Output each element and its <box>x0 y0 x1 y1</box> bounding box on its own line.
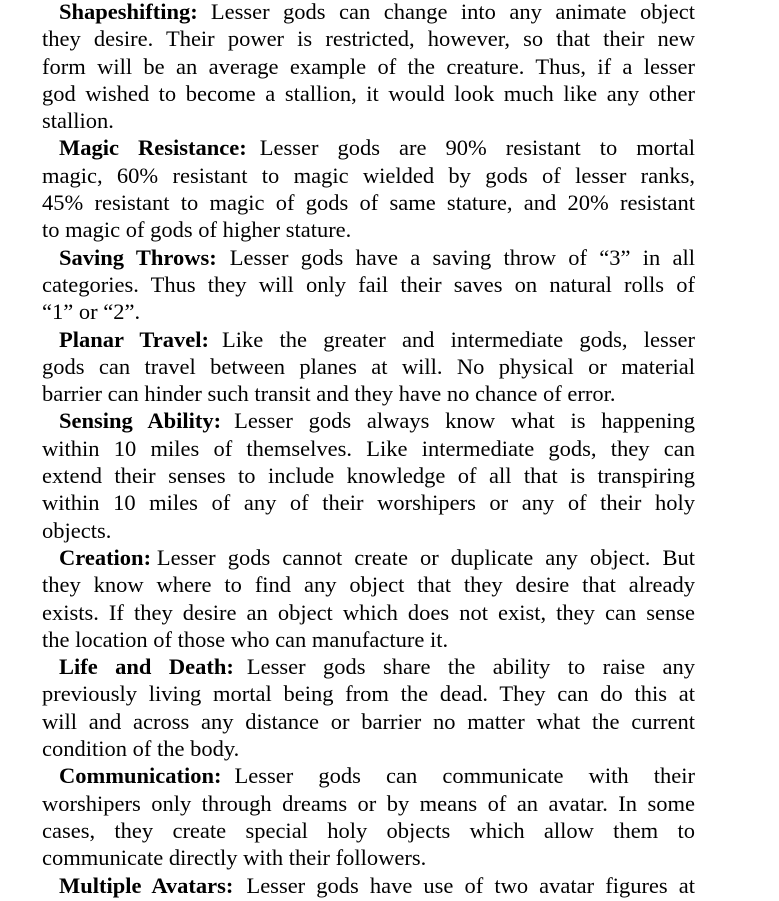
line-text: Lesser gods always know what is happening <box>234 408 695 434</box>
paragraph <box>42 762 695 871</box>
line-text: Lesser gods can change into any animate object <box>210 0 695 24</box>
text-line: condition of the body. <box>42 736 240 762</box>
text-line: god wished to become a stallion, it would look much like any other <box>42 80 695 106</box>
paragraph <box>42 544 695 653</box>
text-line <box>42 762 695 789</box>
text-line: magic, 60% resistant to magic wielded by gods of lesser ranks, <box>42 162 695 188</box>
text-line <box>42 544 695 571</box>
text-line: within 10 miles of themselves. Like intermediate gods, they can <box>42 435 695 461</box>
text-line: stallion. <box>42 108 114 134</box>
text-line: barrier can hinder such transit and they have no chance of error. <box>42 381 616 407</box>
text-line: they desire. Their power is restricted, however, so that their new <box>42 26 695 52</box>
paragraph <box>42 326 695 408</box>
run-in-heading: Life and Death: <box>59 654 234 680</box>
text-line: previously living mortal being from the dead. They can do this at <box>42 681 695 707</box>
text-line <box>42 407 695 434</box>
text-line: will and across any distance or barrier no matter what the current <box>42 708 695 734</box>
line-text: Lesser gods have use of two avatar figures at <box>246 872 696 898</box>
text-line: form will be an average example of the creature. Thus, if a lesser <box>42 53 695 79</box>
text-line <box>42 244 695 271</box>
run-in-heading: Creation: <box>59 544 152 570</box>
text-line: worshipers only through dreams or by means of an avatar. In some <box>42 790 695 816</box>
text-line: extend their senses to include knowledge of all that is transpiring <box>42 463 695 489</box>
paragraph <box>42 407 695 543</box>
line-text: Lesser gods are 90% resistant to mortal <box>259 135 695 161</box>
paragraph <box>42 872 695 899</box>
line-text: Lesser gods share the ability to raise any <box>246 654 696 680</box>
run-in-heading: Shapeshifting: <box>59 0 198 24</box>
run-in-heading: Planar Travel: <box>59 326 209 352</box>
text-line: exists. If they desire an object which does not exist, they can sense <box>42 599 695 625</box>
text-line: to magic of gods of higher stature. <box>42 217 352 243</box>
text-line: communicate directly with their followers. <box>42 845 427 871</box>
text-line: 45% resistant to magic of gods of same stature, and 20% resistant <box>42 190 695 216</box>
text-line <box>42 653 695 680</box>
text-line <box>42 326 695 353</box>
run-in-heading: Communication: <box>59 763 222 789</box>
text-line: gods can travel between planes at will. No physical or material <box>42 353 695 379</box>
paragraph <box>42 653 695 762</box>
line-text: Lesser gods cannot create or duplicate any object. But <box>156 544 695 570</box>
text-line: cases, they create special holy objects which allow them to <box>42 817 695 843</box>
text-line: “1” or “2”. <box>42 299 141 325</box>
paragraph <box>42 244 695 326</box>
line-text: Lesser gods have a saving throw of “3” in all <box>229 244 695 270</box>
document-text <box>42 0 695 899</box>
text-line <box>42 134 695 161</box>
line-text: Lesser gods can communicate with their <box>234 763 695 789</box>
paragraph <box>42 0 695 134</box>
text-line <box>42 872 695 899</box>
run-in-heading: Magic Resistance: <box>59 135 247 161</box>
run-in-heading: Sensing Ability: <box>59 408 222 434</box>
run-in-heading: Saving Throws: <box>59 244 217 270</box>
text-line: they know where to find any object that they desire that already <box>42 572 695 598</box>
run-in-heading: Multiple Avatars: <box>59 872 234 898</box>
text-line: objects. <box>42 517 112 543</box>
text-line: within 10 miles of any of their worshipers or any of their holy <box>42 490 695 516</box>
text-line: the location of those who can manufacture it. <box>42 626 449 652</box>
paragraph <box>42 134 695 243</box>
text-line <box>42 0 695 25</box>
text-line: categories. Thus they will only fail their saves on natural rolls of <box>42 271 695 297</box>
line-text: Like the greater and intermediate gods, lesser <box>222 326 695 352</box>
